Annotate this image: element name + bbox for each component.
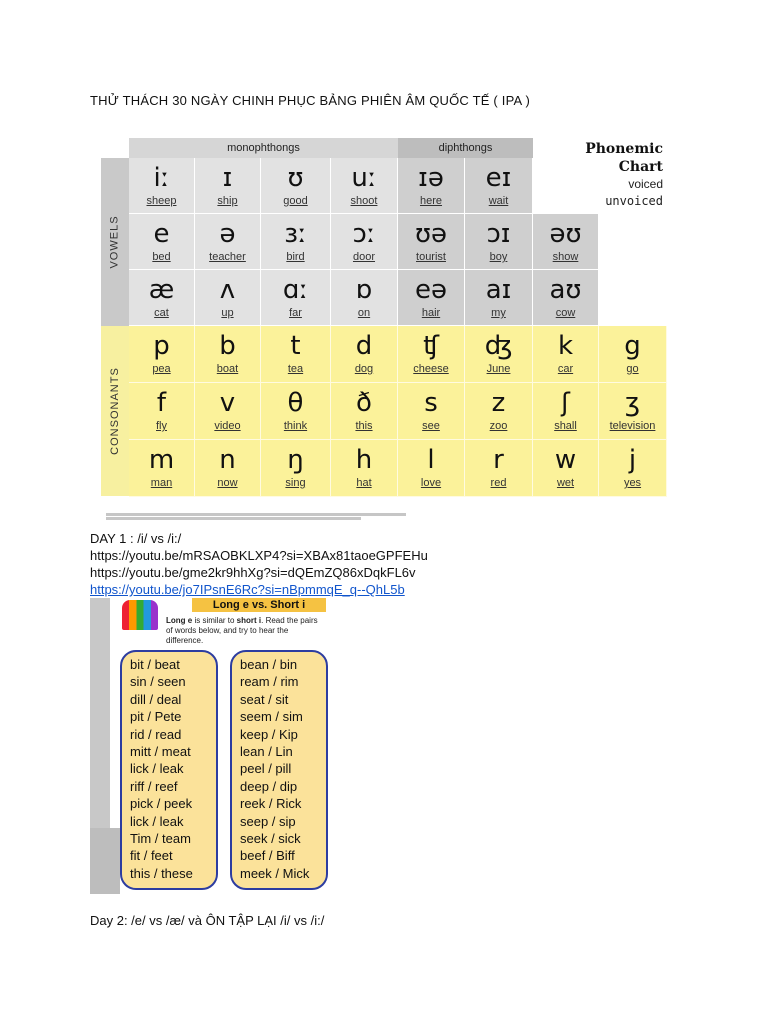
word-pair: seek / sick [240, 831, 301, 847]
example-word: far [289, 307, 302, 319]
side-label-consonants: CONSONANTS [101, 326, 129, 496]
day2-heading: Day 2: /e/ vs /æ/ và ÔN TẬP LẠI /i/ vs /i:/ [90, 913, 325, 928]
consonant-cell [533, 383, 599, 440]
consonant-cell [398, 440, 465, 497]
word-pair: mitt / meat [130, 744, 191, 760]
example-word: cow [555, 307, 576, 319]
word-pair: Tim / team [130, 831, 191, 847]
example-word: June [486, 363, 511, 375]
ipa-symbol: j [628, 445, 637, 475]
word-pair: dill / deal [130, 691, 182, 707]
vowel-cell [398, 270, 465, 326]
word-pair: seep / sip [240, 813, 296, 829]
ipa-symbol: d [355, 331, 373, 361]
vowel-cell [195, 158, 261, 214]
vowel-cell [195, 214, 261, 270]
ipa-symbol: l [427, 445, 435, 475]
example-word: tourist [416, 251, 446, 263]
word-pair: rid / read [130, 726, 182, 742]
vowel-cell [331, 270, 398, 326]
vowel-cell [465, 158, 533, 214]
long-short-pairs-column-right [230, 650, 328, 890]
header-monophthongs: monophthongs [129, 138, 399, 158]
example-word: ship [217, 195, 238, 207]
example-word: go [626, 363, 639, 375]
short-long-pairs-column-left [120, 650, 218, 890]
consonant-cell [533, 440, 599, 497]
ipa-symbol: ʃ [561, 388, 570, 418]
side-label-vowels: VOWELS [101, 158, 129, 326]
consonant-cell [599, 440, 667, 497]
example-word: zoo [489, 420, 508, 432]
example-word: sing [285, 477, 306, 489]
example-word: red [490, 477, 507, 489]
word-pair: meek / Mick [240, 865, 310, 881]
vowel-cell [331, 214, 398, 270]
vowel-cell [331, 158, 398, 214]
consonant-cell [195, 326, 261, 383]
vowel-cell [129, 214, 195, 270]
legend-title-phonemic: Phonemic [585, 141, 663, 157]
chart-legend [571, 138, 663, 209]
example-word: man [150, 477, 173, 489]
consonant-cell [195, 383, 261, 440]
word-pair: beef / Biff [240, 848, 295, 864]
header-diphthongs: diphthongs [398, 138, 534, 158]
example-word: show [552, 251, 579, 263]
word-pair: lean / Lin [240, 744, 293, 760]
day1-heading: DAY 1 : /i/ vs /i:/ [90, 531, 182, 546]
example-word: video [214, 420, 241, 432]
ipa-symbol: aɪ [485, 275, 512, 305]
consonant-cell [129, 383, 195, 440]
vowel-cell [465, 214, 533, 270]
vowel-cell [261, 214, 331, 270]
ipa-symbol: θ [287, 388, 304, 418]
consonant-cell [398, 326, 465, 383]
ipa-symbol: uː [351, 163, 377, 193]
example-word: car [557, 363, 574, 375]
consonant-cell [533, 326, 599, 383]
example-word: bird [286, 251, 305, 263]
example-word: see [422, 420, 440, 432]
ipa-symbol: ð [356, 388, 372, 418]
ipa-symbol: ɪə [418, 163, 444, 193]
word-pair: ream / rim [240, 674, 299, 690]
word-pair: riff / reef [130, 778, 178, 794]
example-word: good [283, 195, 308, 207]
example-word: boat [216, 363, 239, 375]
example-word: now [217, 477, 238, 489]
example-word: on [357, 307, 371, 319]
ipa-symbol: p [153, 331, 170, 361]
ipa-phonemic-chart [101, 138, 667, 496]
consonant-cell [261, 326, 331, 383]
ipa-symbol: b [219, 331, 236, 361]
vowel-cell [261, 158, 331, 214]
consonant-cell [331, 326, 398, 383]
consonant-cell [599, 383, 667, 440]
vowel-cell [398, 214, 465, 270]
ipa-symbol: ʊ [287, 163, 304, 193]
word-pair: seem / sim [240, 709, 303, 725]
ipa-symbol: ə [219, 219, 236, 249]
example-word: boy [489, 251, 508, 263]
consonant-cell [129, 440, 195, 497]
ipa-symbol: f [156, 388, 167, 418]
consonant-cell [465, 440, 533, 497]
pencils-icon [122, 600, 158, 630]
legend-title-chart: Chart [618, 159, 663, 175]
word-pair: lick / leak [130, 761, 184, 777]
worksheet-intro: Long e is similar to short i. Read the pairs of words below, and try to hear the difference. [166, 616, 318, 645]
ipa-symbol: ɜː [284, 219, 307, 249]
video-link-3[interactable]: https://youtu.be/jo7IPsnE6Rc?si=nBpmmqE_q--QhL5b [90, 582, 405, 597]
vowel-cell [533, 270, 599, 326]
ipa-symbol: ɑː [282, 275, 309, 305]
example-word: teacher [209, 251, 246, 263]
example-word: shoot [350, 195, 378, 207]
example-word: cheese [413, 363, 449, 375]
document-title: THỬ THÁCH 30 NGÀY CHINH PHỤC BẢNG PHIÊN ÂM QUỐC TẾ ( IPA ) [90, 93, 530, 108]
vowel-cell [398, 158, 465, 214]
ipa-symbol: s [424, 388, 438, 418]
worksheet-title: Long e vs. Short i [192, 598, 326, 612]
vowel-cell [129, 270, 195, 326]
ipa-symbol: w [554, 445, 577, 475]
ipa-symbol: n [219, 445, 236, 475]
example-word: wet [556, 477, 575, 489]
word-pair: pit / Pete [130, 709, 182, 725]
word-pair: fit / feet [130, 848, 173, 864]
day1-section [90, 530, 428, 598]
example-word: yes [623, 477, 642, 489]
word-pair: lick / leak [130, 813, 184, 829]
ipa-symbol: z [491, 388, 506, 418]
ipa-symbol: ʤ [484, 331, 513, 361]
example-word: bed [152, 251, 171, 263]
consonant-cell [465, 383, 533, 440]
example-word: think [283, 420, 308, 432]
word-pair: seat / sit [240, 691, 289, 707]
long-e-short-i-worksheet [90, 598, 330, 894]
consonant-cell [599, 326, 667, 383]
ipa-symbol: k [557, 331, 574, 361]
example-word: here [419, 195, 443, 207]
ipa-symbol: t [290, 331, 301, 361]
consonant-cell [398, 383, 465, 440]
word-pair: reek / Rick [240, 796, 302, 812]
ipa-symbol: eə [415, 275, 447, 305]
ipa-symbol: e [153, 219, 170, 249]
consonant-cell [331, 440, 398, 497]
ipa-symbol: ŋ [287, 445, 304, 475]
ipa-symbol: ʧ [423, 331, 439, 361]
example-word: hat [356, 477, 372, 489]
word-pair: keep / Kip [240, 726, 298, 742]
vowel-cell [465, 270, 533, 326]
word-pair: bean / bin [240, 657, 298, 672]
example-word: door [352, 251, 376, 263]
legend-unvoiced: unvoiced [605, 194, 663, 208]
example-word: shall [554, 420, 577, 432]
example-word: wait [488, 195, 509, 207]
vowel-cell [261, 270, 331, 326]
ipa-symbol: ɔː [352, 219, 376, 249]
ipa-symbol: r [493, 445, 504, 475]
word-pair: peel / pill [240, 761, 292, 777]
consonant-cell [465, 326, 533, 383]
example-word: cat [154, 307, 169, 319]
ipa-symbol: ɔɪ [486, 219, 511, 249]
ipa-symbol: ʊə [414, 219, 448, 249]
ipa-symbol: g [624, 331, 641, 361]
example-word: my [491, 307, 506, 319]
word-pair: bit / beat [130, 657, 180, 672]
word-pair: deep / dip [240, 778, 298, 794]
ipa-symbol: əʊ [549, 219, 582, 249]
ipa-symbol: iː [153, 163, 170, 193]
consonant-cell [261, 383, 331, 440]
example-word: up [221, 307, 234, 319]
example-word: this [355, 420, 373, 432]
ipa-symbol: aʊ [549, 275, 582, 305]
ipa-symbol: h [355, 445, 373, 475]
video-link-2[interactable]: https://youtu.be/gme2kr9hhXg?si=dQEmZQ86xDqkFL6v [90, 565, 416, 580]
ipa-symbol: æ [148, 275, 175, 305]
consonant-cell [129, 326, 195, 383]
chart-footnote [106, 512, 406, 518]
ipa-symbol: m [148, 445, 175, 475]
example-word: television [609, 420, 656, 432]
consonant-cell [331, 383, 398, 440]
consonant-cell [195, 440, 261, 497]
example-word: tea [287, 363, 304, 375]
legend-voiced: voiced [628, 177, 663, 191]
example-word: sheep [146, 195, 177, 207]
ipa-symbol: ʒ [624, 388, 641, 418]
ipa-symbol: ʌ [219, 275, 236, 305]
example-word: dog [354, 363, 374, 375]
example-word: hair [421, 307, 441, 319]
video-link-1[interactable]: https://youtu.be/mRSAOBKLXP4?si=XBAx81taoeGPFEHu [90, 548, 428, 563]
ipa-symbol: ɪ [222, 163, 233, 193]
consonant-cell [261, 440, 331, 497]
ipa-symbol: eɪ [485, 163, 512, 193]
word-pair: this / these [130, 865, 193, 881]
vowel-cell [195, 270, 261, 326]
ipa-symbol: v [219, 388, 236, 418]
vowel-cell [129, 158, 195, 214]
example-word: fly [156, 420, 167, 432]
ipa-symbol: ɒ [355, 275, 373, 305]
word-pair: sin / seen [130, 674, 186, 690]
example-word: pea [152, 363, 171, 375]
word-pair: pick / peek [130, 796, 193, 812]
example-word: love [420, 477, 442, 489]
vowel-cell [533, 214, 599, 270]
